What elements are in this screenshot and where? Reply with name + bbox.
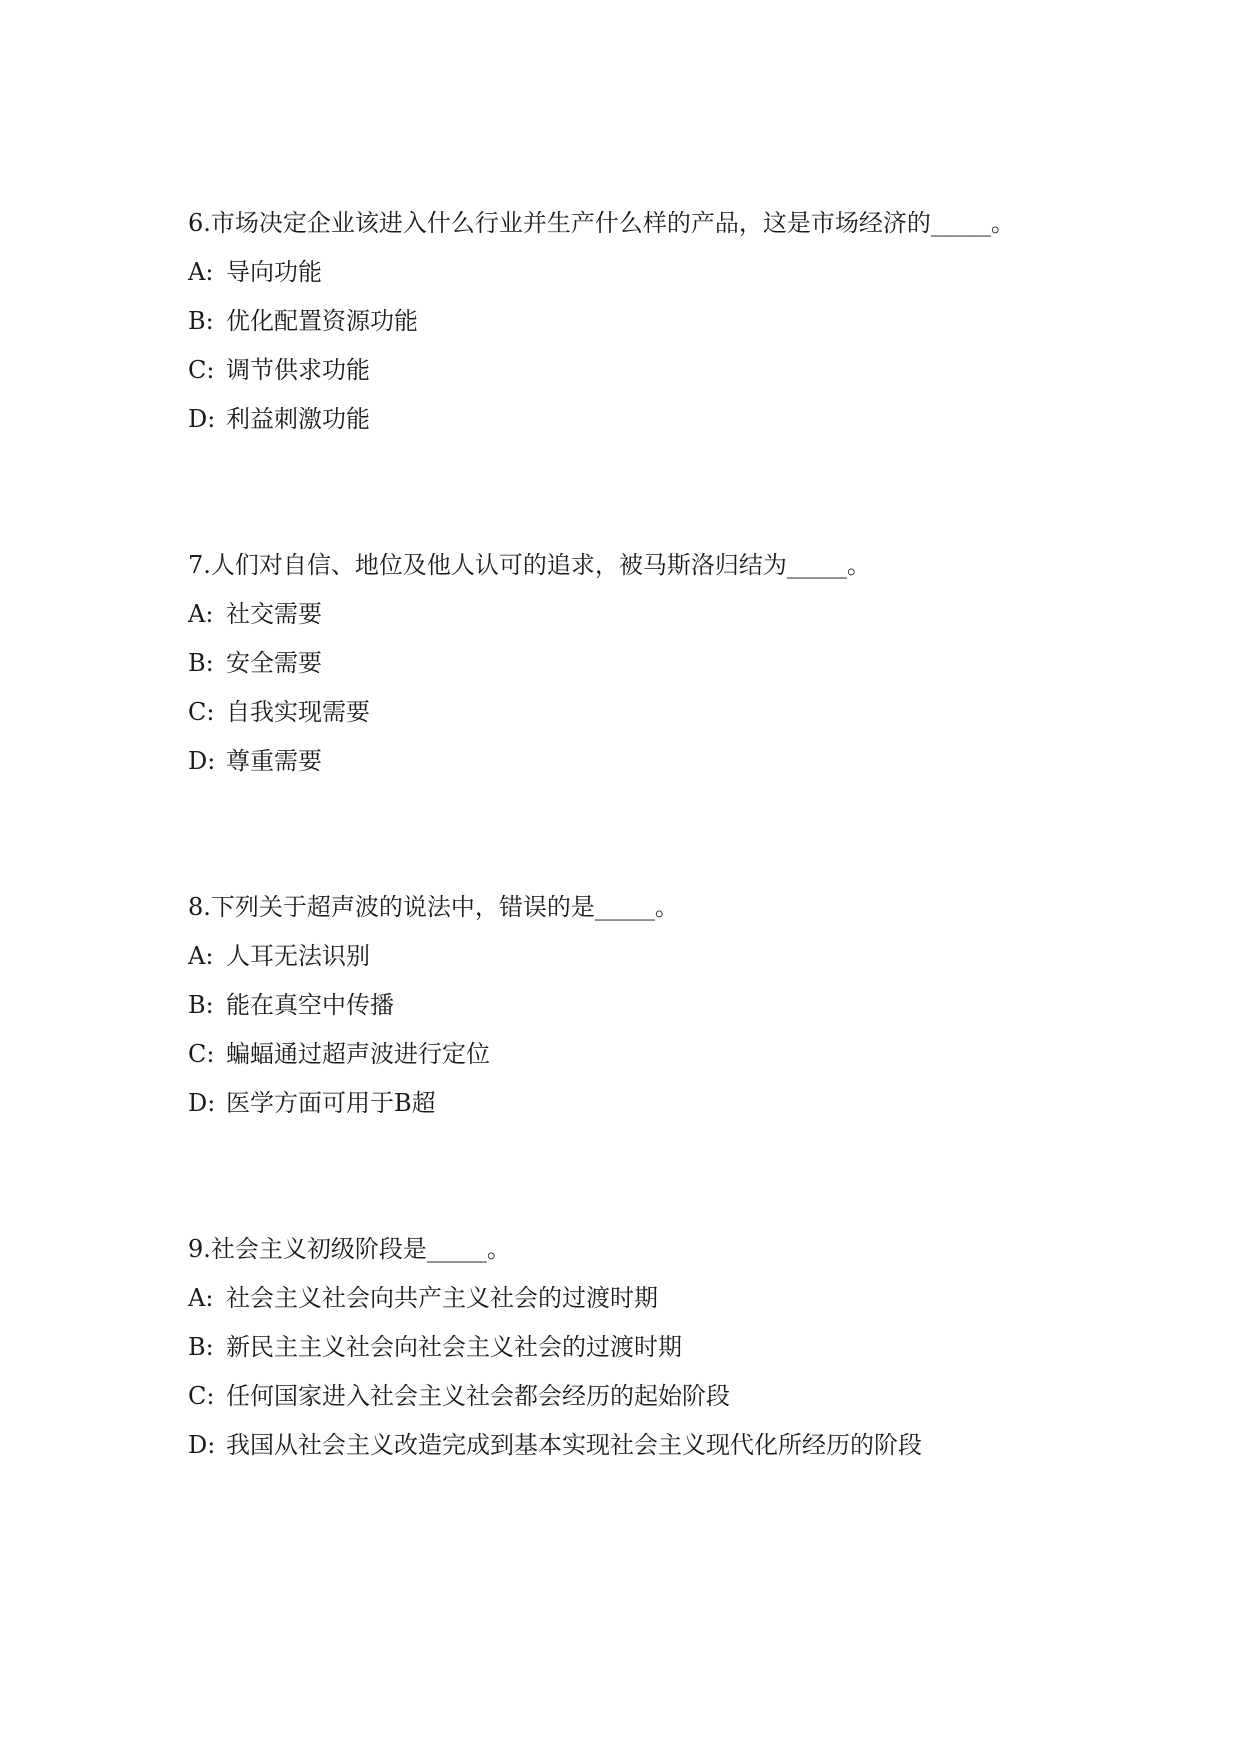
question-8 [188,892,1088,1118]
question-9 [188,1234,1088,1460]
question-stem: 6.市场决定企业该进入什么行业并生产什么样的产品，这是市场经济的_____。 [188,209,1015,237]
option-letter: A: [188,1284,214,1312]
option-text: 蝙蝠通过超声波进行定位 [226,1040,490,1068]
option-text: 社会主义社会向共产主义社会的过渡时期 [226,1284,658,1312]
option-b [188,648,1088,678]
option-letter: B: [188,307,214,335]
option-text: 我国从社会主义改造完成到基本实现社会主义现代化所经历的阶段 [226,1431,922,1459]
option-c [188,355,1088,385]
option-c [188,1381,1088,1411]
option-c [188,1039,1088,1069]
option-text: 医学方面可用于B超 [226,1089,436,1117]
option-letter: A: [188,942,214,970]
option-b [188,1332,1088,1362]
option-d [188,1430,1088,1460]
option-letter: D: [188,405,216,433]
option-c [188,697,1088,727]
option-letter: B: [188,991,214,1019]
option-letter: C: [188,698,215,726]
option-letter: C: [188,1382,215,1410]
question-stem: 9.社会主义初级阶段是_____。 [188,1235,511,1263]
option-b [188,306,1088,336]
option-letter: C: [188,1040,215,1068]
option-letter: A: [188,258,214,286]
option-a [188,257,1088,287]
option-text: 优化配置资源功能 [226,307,418,335]
option-letter: C: [188,356,215,384]
option-b [188,990,1088,1020]
option-letter: B: [188,1333,214,1361]
option-d [188,404,1088,434]
option-d [188,1088,1088,1118]
option-text: 调节供求功能 [226,356,370,384]
option-text: 能在真空中传播 [226,991,394,1019]
option-text: 人耳无法识别 [226,942,370,970]
option-letter: D: [188,747,216,775]
question-7 [188,550,1088,776]
question-stem: 8.下列关于超声波的说法中，错误的是_____。 [188,893,679,921]
question-6 [188,208,1088,434]
option-text: 自我实现需要 [226,698,370,726]
option-letter: D: [188,1089,216,1117]
option-a [188,1283,1088,1313]
question-stem: 7.人们对自信、地位及他人认可的追求，被马斯洛归结为_____。 [188,551,871,579]
option-text: 导向功能 [226,258,322,286]
option-letter: A: [188,600,214,628]
option-letter: D: [188,1431,216,1459]
option-text: 新民主主义社会向社会主义社会的过渡时期 [226,1333,682,1361]
option-text: 任何国家进入社会主义社会都会经历的起始阶段 [226,1382,730,1410]
option-d [188,746,1088,776]
option-text: 社交需要 [226,600,322,628]
option-letter: B: [188,649,214,677]
option-text: 尊重需要 [226,747,322,775]
option-a [188,941,1088,971]
option-a [188,599,1088,629]
option-text: 利益刺激功能 [226,405,370,433]
option-text: 安全需要 [226,649,322,677]
